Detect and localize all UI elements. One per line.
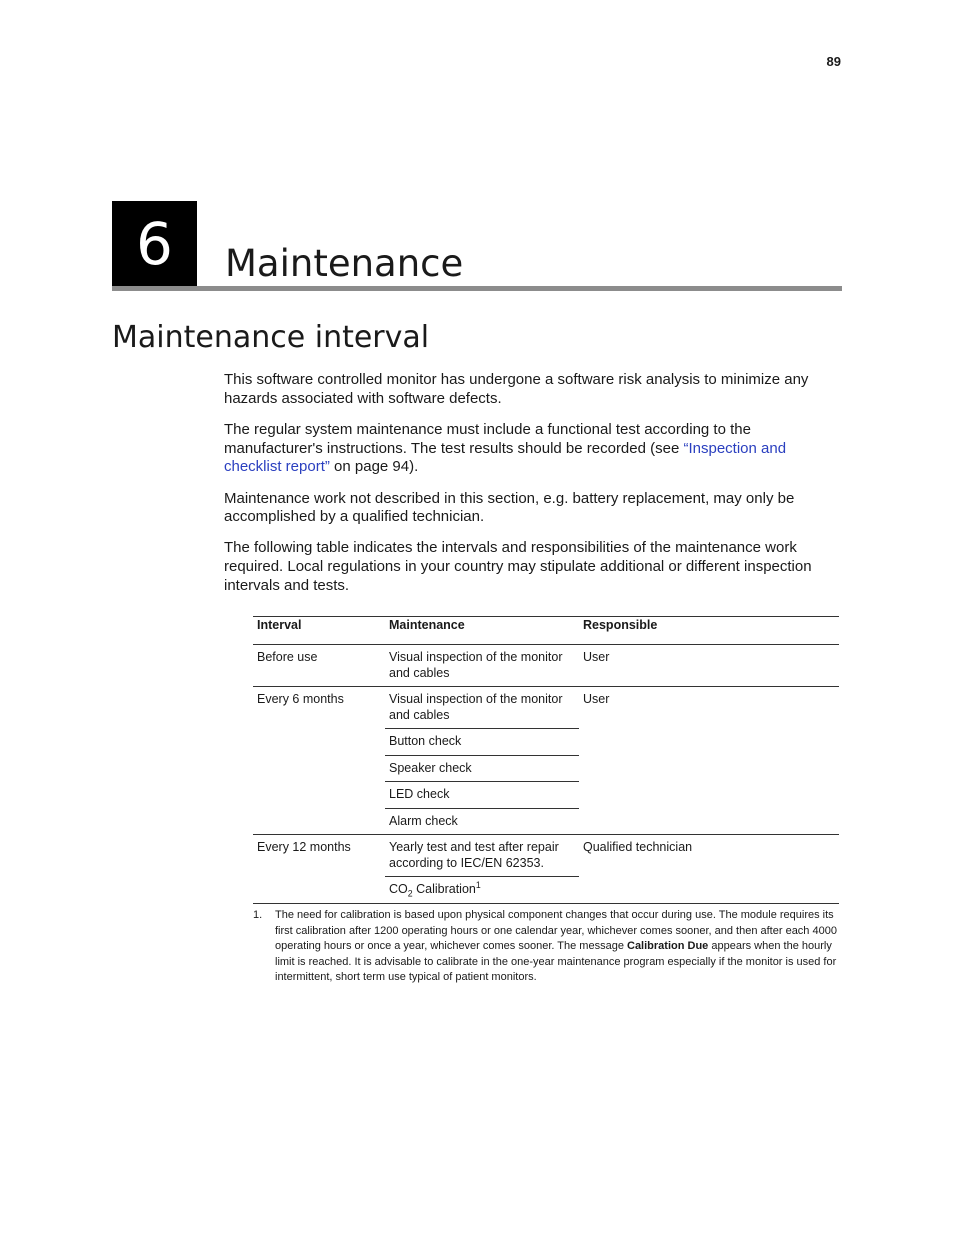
- table-row: [253, 645, 839, 687]
- maintenance-table: [253, 616, 839, 904]
- co2-calibration-cell: [385, 877, 579, 904]
- paragraph-1: This software controlled monitor has undergone a software risk analysis to minimize any hazards associated with software defects.: [224, 371, 809, 407]
- responsible-cell: Qualified technician: [579, 835, 839, 904]
- interval-cell: Every 12 months: [253, 835, 385, 904]
- page-number: 89: [826, 54, 841, 69]
- chapter-number-box: [112, 201, 197, 286]
- maintenance-cell: Yearly test and test after repair according to IEC/EN 62353.: [385, 835, 579, 877]
- co2-subscript: 2: [407, 888, 413, 899]
- footnote-text-a: The need for calibration is based upon physical component changes that occur during use. The module requires its first calibration after 1200 operating hours or one calendar year, whichever comes sooner, and then after each 4000 operating hours or once a year, whichever comes sooner. The message: [275, 909, 837, 953]
- maintenance-cell: Button check: [385, 729, 579, 756]
- table-row: [253, 835, 839, 877]
- maintenance-cell: Alarm check: [385, 808, 579, 835]
- paragraph-3: Maintenance work not described in this section, e.g. battery replacement, may only be accomplished by a qualified technician.: [224, 489, 795, 526]
- footnote-text: [275, 908, 839, 986]
- paragraph-2-text-a: The regular system maintenance must include a functional test according to the manufacturer's instructions. The test results should be recorded (see: [224, 420, 751, 457]
- header-interval: Interval: [253, 617, 385, 645]
- footnote: [253, 908, 839, 986]
- co2-label: CO: [389, 882, 408, 896]
- responsible-cell: User: [579, 645, 839, 687]
- maintenance-cell: Visual inspection of the monitor and cables: [385, 687, 579, 729]
- interval-cell: Before use: [253, 645, 385, 687]
- chapter-number: 6: [136, 209, 173, 278]
- header-responsible: Responsible: [579, 617, 839, 645]
- body-text: [224, 371, 840, 608]
- chapter-title: Maintenance: [225, 242, 464, 285]
- calibration-due-message: Calibration Due: [627, 940, 709, 953]
- footnote-ref: 1: [475, 879, 481, 890]
- maintenance-cell: LED check: [385, 782, 579, 809]
- table-header-row: [253, 617, 839, 645]
- chapter-rule: [112, 286, 842, 291]
- paragraph-2: [224, 421, 840, 477]
- header-maintenance: Maintenance: [385, 617, 579, 645]
- inspection-checklist-link[interactable]: “Inspection and checklist report”: [224, 439, 787, 476]
- footnote-number: 1.: [253, 909, 263, 921]
- footnote-text-b: appears when the hourly limit is reached. It is advisable to calibrate in the one-year maintenance program especially if the monitor is used for intermittent, short term use typical of patient monitors.: [275, 940, 837, 984]
- section-title: Maintenance interval: [112, 320, 430, 355]
- responsible-cell: User: [579, 687, 839, 835]
- interval-cell: Every 6 months: [253, 687, 385, 835]
- maintenance-cell: Speaker check: [385, 755, 579, 782]
- calibration-label: Calibration: [412, 882, 476, 896]
- table-row: [253, 687, 839, 729]
- maintenance-cell: Visual inspection of the monitor and cables: [385, 645, 579, 687]
- paragraph-2-text-b: on page 94).: [329, 458, 419, 476]
- paragraph-4: The following table indicates the intervals and responsibilities of the maintenance work required. Local regulations in your country may stipulate additional or different inspection intervals and tests.: [224, 539, 812, 594]
